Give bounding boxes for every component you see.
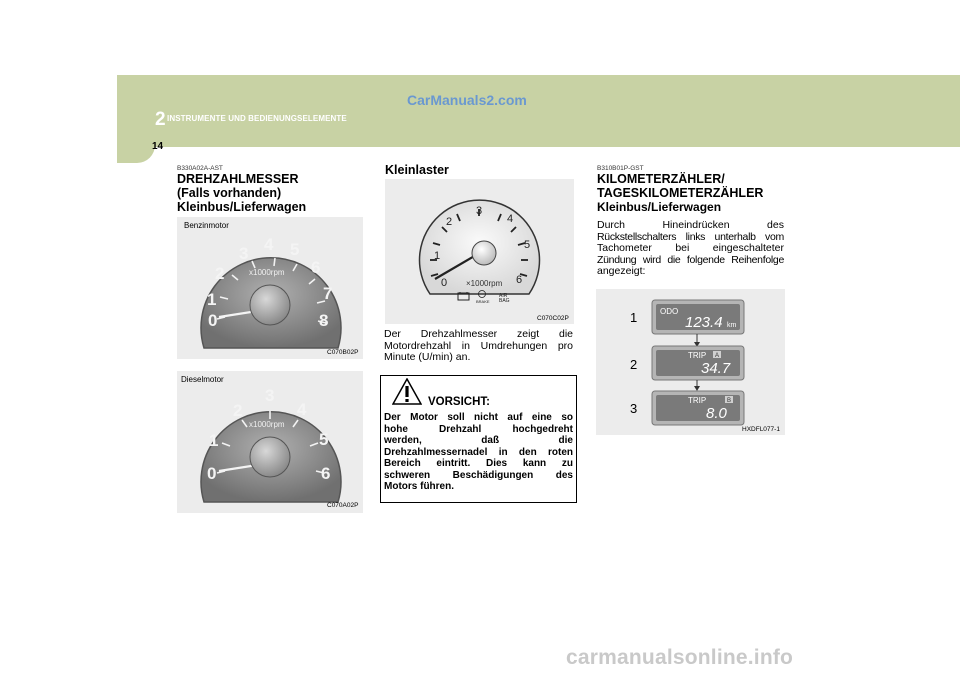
- rpm-unit-label: x1000rpm: [249, 420, 285, 429]
- tick-label: 3: [265, 386, 275, 405]
- tick-label: 5: [319, 430, 329, 449]
- tick-label: 4: [507, 213, 514, 225]
- chapter-tab: [117, 75, 155, 163]
- tick-label: 6: [321, 464, 331, 483]
- tick-label: 2: [446, 216, 453, 228]
- tick-label: 6: [516, 274, 523, 286]
- heading-line: (Falls vorhanden): [177, 186, 282, 200]
- trip-a-badge: A: [715, 353, 720, 359]
- tick-label: 1: [207, 290, 217, 309]
- airbag-label: BAG: [499, 298, 510, 304]
- heading-line: TAGESKILOMETERZÄHLER: [597, 186, 764, 200]
- image-caption: C070A02P: [327, 502, 359, 509]
- tick-label: 1: [434, 250, 441, 262]
- odo-label: ODO: [660, 307, 679, 316]
- gauge-hub: [250, 437, 290, 477]
- heading-line: DREHZAHLMESSER: [177, 172, 299, 186]
- section-code: B330A02A-AST: [177, 165, 223, 172]
- step-number: 3: [630, 401, 638, 416]
- tick-label: 0: [207, 464, 217, 483]
- warning-line: Motors führen.: [384, 481, 454, 492]
- odo-value: 123.4: [685, 314, 723, 331]
- paragraph: [384, 329, 573, 364]
- image-caption: C070B02P: [327, 349, 359, 356]
- image-caption: HXDFL077-1: [742, 426, 780, 433]
- page-number: 14: [152, 141, 164, 152]
- tick-label: 6: [311, 258, 321, 277]
- paragraph: [597, 220, 784, 278]
- airbag-label: AIR: [499, 293, 508, 299]
- warning-title: VORSICHT:: [428, 396, 490, 408]
- image-label: Benzinmotor: [184, 221, 229, 230]
- rpm-unit-label: ×1000rpm: [466, 279, 503, 288]
- paragraph-line: angezeigt:: [597, 265, 646, 277]
- header-band: [117, 75, 960, 147]
- section-heading: Kleinlaster: [385, 163, 449, 177]
- warning-line: Drehzahlmessernadel in den roten: [384, 446, 573, 458]
- paragraph-line: Der Drehzahlmesser zeigt die: [384, 328, 573, 340]
- chapter-number: 2: [155, 109, 166, 130]
- watermark-bottom[interactable]: carmanualsonline.info: [566, 646, 794, 669]
- tick-label: 4: [297, 400, 307, 419]
- chapter-title: INSTRUMENTE UND BEDIENUNGSELEMENTE: [167, 114, 347, 123]
- paragraph-line: Zündung wird die folgende Reihenfolge: [597, 253, 784, 266]
- tachometer-petrol-gauge: [177, 217, 363, 359]
- tick-label: 4: [264, 235, 274, 254]
- warning-line: werden, daß die: [384, 435, 573, 446]
- tick-label: 8: [319, 311, 329, 330]
- tick-label: 5: [524, 239, 531, 251]
- warning-line: Bereich eintritt. Dies kann zu: [384, 458, 573, 469]
- step-number: 1: [630, 310, 638, 325]
- tick-label: 2: [215, 264, 225, 283]
- paragraph-line: Tachometer bei eingeschalteter: [597, 242, 784, 254]
- warning-line: hohe Drehzahl hochgedreht: [384, 423, 573, 435]
- tick-label: 0: [441, 277, 448, 289]
- heading-line: Kleinbus/Lieferwagen: [177, 200, 307, 214]
- step-number: 2: [630, 357, 638, 372]
- paragraph-line: Rückstellschalters links unterhalb vom: [597, 230, 784, 243]
- warning-line: Der Motor soll nicht auf eine so: [384, 412, 573, 423]
- tachometer-diesel-image: [177, 371, 363, 513]
- paragraph-line: Motordrehzahl in Umdrehungen pro: [384, 339, 573, 352]
- trip-b-badge: B: [727, 398, 732, 404]
- tick-label: 5: [290, 240, 300, 259]
- section-heading: [597, 172, 763, 200]
- warning-line: schweren Beschädigungen des: [384, 469, 573, 481]
- paragraph-line: Minute (U/min) an.: [384, 351, 471, 363]
- warning-text: [384, 412, 573, 493]
- brake-label: BRAKE: [476, 299, 490, 304]
- tick-label: 3: [239, 244, 249, 263]
- tick-label: 1: [209, 431, 219, 450]
- tick-label: 0: [208, 311, 218, 330]
- tick-label: 3: [476, 205, 483, 217]
- trip-b-value: 8.0: [706, 405, 727, 422]
- odometer-sequence-image: [596, 289, 785, 435]
- gauge-hub: [250, 285, 290, 325]
- image-label: Dieselmotor: [181, 375, 224, 384]
- paragraph-line: Durch Hineindrücken des: [597, 219, 784, 231]
- tachometer-petrol-image: [177, 217, 363, 359]
- tick-label: 2: [233, 401, 243, 420]
- heading-line: KILOMETERZÄHLER/: [597, 172, 725, 186]
- tachometer-diesel-gauge: [177, 371, 363, 513]
- warning-triangle-icon: [392, 378, 422, 405]
- watermark-top[interactable]: CarManuals2.com: [407, 92, 527, 108]
- tachometer-truck-image: [385, 179, 574, 324]
- trip-label: TRIP: [688, 396, 707, 405]
- gauge-hub: [472, 241, 496, 265]
- trip-label: TRIP: [688, 351, 707, 360]
- battery-icon: [458, 292, 469, 300]
- trip-a-value: 34.7: [701, 360, 731, 377]
- tick-label: 7: [323, 284, 333, 303]
- odo-unit: km: [727, 322, 737, 329]
- image-caption: C070C02P: [537, 315, 569, 322]
- rpm-unit-label: x1000rpm: [249, 268, 285, 277]
- section-heading: [177, 172, 306, 214]
- section-code: B310B01P-GST: [597, 165, 644, 172]
- tachometer-truck-gauge: [385, 179, 574, 324]
- odometer-sequence-diagram: [596, 289, 785, 435]
- section-subheading: Kleinbus/Lieferwagen: [597, 200, 722, 214]
